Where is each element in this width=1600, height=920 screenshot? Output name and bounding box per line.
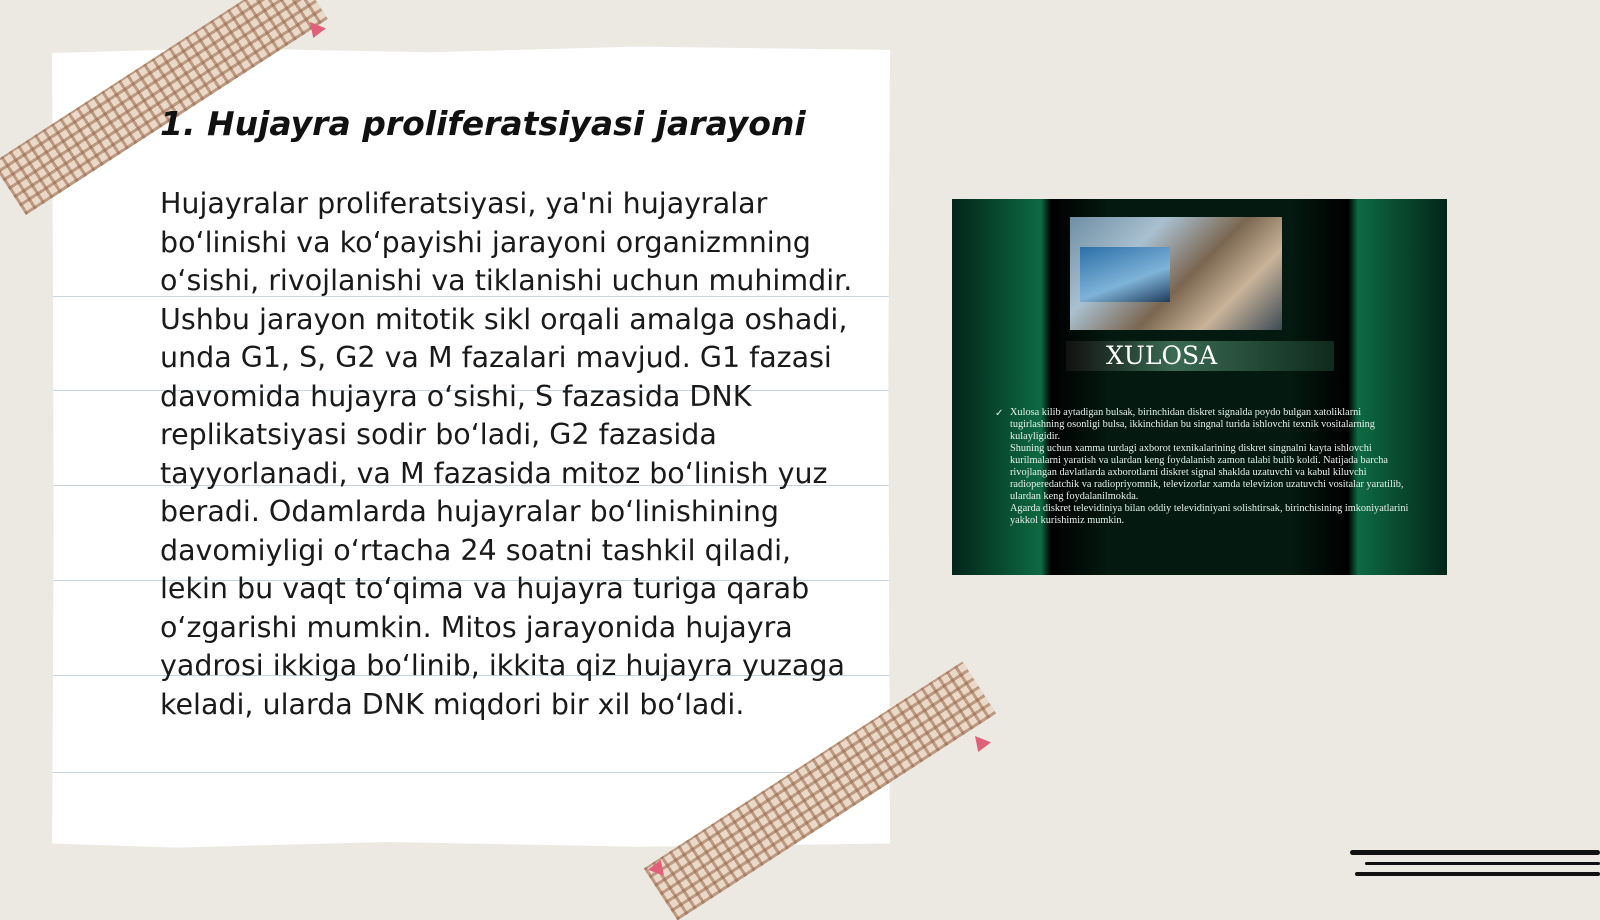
- thumbnail-paragraph: Shuning uchun xamma turdagi axborot texnikalarining diskret singnalni kayta ishlovchi kurilmalarni yaratish va ulardan keng foydalanish zamon talabi bulib koldi. Natijada barcha rivojlangan davlatlarda axborotlarni diskret signal shaklda uzatuvchi va kabul kiluvchi radioperedatchik va radiopriyomnik, televizorlar xamda televizion uzatuvchi vositalar yaratilib, ulardan keng foydalanilmokda.: [1010, 443, 1404, 502]
- check-bullet-icon: ✓: [995, 408, 1004, 419]
- tape-end-mark: [975, 736, 991, 752]
- decorative-line: [1355, 872, 1600, 876]
- decorative-line: [1365, 862, 1600, 865]
- slide-body-text: Hujayralar proliferatsiyasi, ya'ni hujayralar bo‘linishi va ko‘payishi jarayoni organizmning o‘sishi, rivojlanishi va tiklanishi uchun muhimdir. Ushbu jarayon mitotik sikl orqali amalga oshadi, unda G1, S, G2 va M fazalari mavjud. G1 fazasi davomida hujayra o‘sishi, S fazasida DNK replikatsiyasi sodir bo‘ladi, G2 fazasida tayyorlanadi, va M fazasida mitoz bo‘linish yuz beradi. Odamlarda hujayralar bo‘linishining davomiyligi o‘rtacha 24 soatni tashkil qiladi, lekin bu vaqt to‘qima va hujayra turiga qarab o‘zgarishi mumkin. Mitos jarayonida hujayra yadrosi ikkiga bo‘linib, ikkita qiz hujayra yuzaga keladi, ularda DNK miqdori bir xil bo‘ladi.: [160, 187, 853, 721]
- thumbnail-text: [1010, 407, 1410, 527]
- thumbnail-photo-monitor: [1080, 247, 1170, 302]
- slide-heading: 1. Hujayra proliferatsiyasi jarayoni: [160, 104, 806, 143]
- decorative-lines: [1350, 850, 1600, 890]
- thumbnail-paragraph: Agarda diskret televidiniya bilan oddiy televidiniyani solishtirsak, birinchisining imkoniyatlarini yakkol kurishimiz mumkin.: [1010, 503, 1409, 526]
- thumbnail-title: XULOSA: [1066, 341, 1334, 371]
- slide-thumbnail-image: [952, 199, 1447, 575]
- thumbnail-paragraph: Xulosa kilib aytadigan bulsak, birinchidan diskret signalda poydo bulgan xatoliklarni tugirlashning osonligi bulsa, ikkinchidan bu singnal turida ishlovchi texnik vositalarning kulayligidir.: [1010, 407, 1375, 442]
- thumbnail-photo: [1070, 217, 1282, 330]
- paper-rule-line: [52, 772, 890, 773]
- decorative-line: [1350, 850, 1600, 855]
